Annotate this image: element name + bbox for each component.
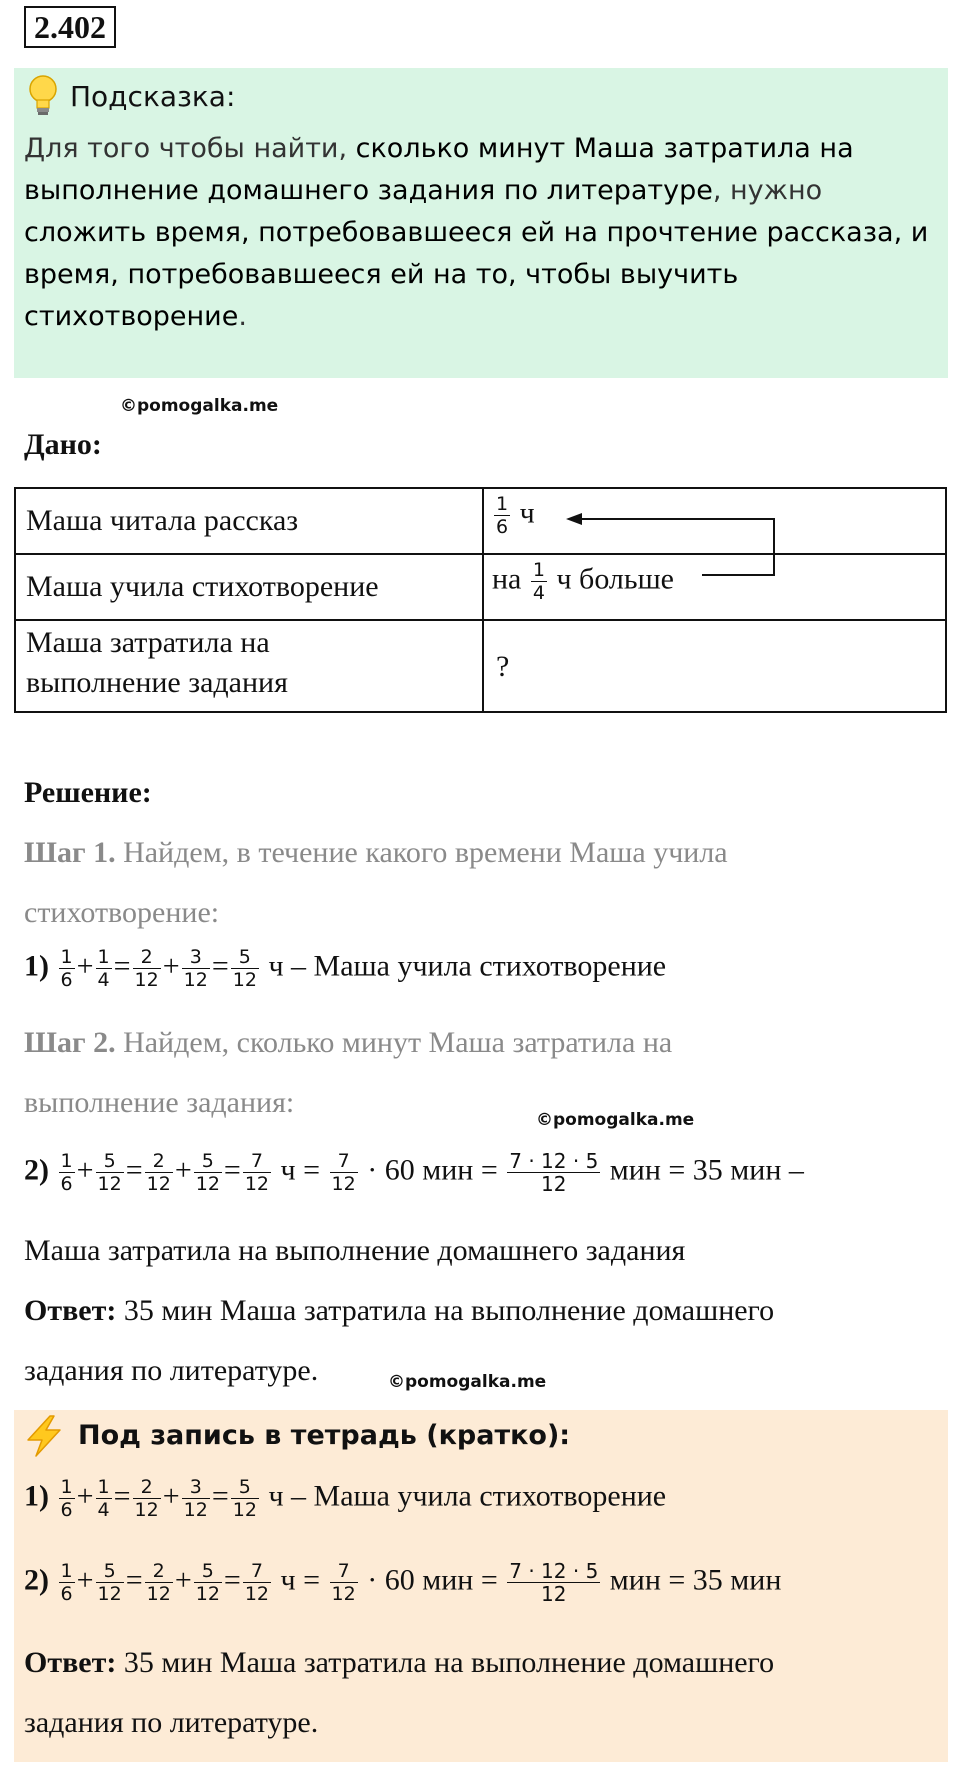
hint-title: Подсказка:: [70, 80, 236, 113]
notebook-answer-line1: Ответ: 35 мин Маша затратила на выполнение домашнего: [24, 1646, 775, 1679]
step1-line1: Шаг 1. Найдем, в течение какого времени Маша учила: [24, 836, 728, 869]
step2-line2: выполнение задания:: [24, 1086, 295, 1119]
given-row-label: Маша учила стихотворение: [26, 570, 379, 603]
watermark: ©pomogalka.me: [536, 1110, 695, 1130]
equation-2: 2) $\frac{1}{6}$ + $\frac{5}{12}$ = $\frac{2}{12}$ + $\frac{5}{12}$ = $\frac{7}{12}$ ч = $\frac{7}{12}$ · 60 мин = $\frac{7 \cdot 12 \cdot 5}{12}$ мин = 35 мин –: [24, 1149, 804, 1196]
watermark: ©pomogalka.me: [388, 1372, 547, 1392]
answer-line1: Ответ: 35 мин Маша затратила на выполнение домашнего: [24, 1294, 775, 1327]
given-row-label: выполнение задания: [26, 666, 288, 699]
equation-1: 1) $\frac{1}{6}$ + $\frac{1}{4}$ = $\frac{2}{12}$ + $\frac{3}{12}$ = $\frac{5}{12}$ ч – Маша учила стихотворение: [24, 946, 667, 991]
notebook-title: Под запись в тетрадь (кратко):: [78, 1420, 571, 1451]
relation-arrow: [562, 507, 782, 587]
solution-title: Решение:: [24, 776, 152, 809]
given-row-label: Маша затратила на: [26, 626, 270, 659]
given-value-unknown: ?: [496, 650, 510, 683]
given-value-learn: на $\frac{1}{4}$ ч больше: [492, 559, 674, 604]
step2-line1: Шаг 2. Найдем, сколько минут Маша затратила на: [24, 1026, 673, 1059]
lightbulb-icon: [26, 74, 60, 118]
hint-part: .: [238, 301, 247, 332]
hint-text: [24, 128, 939, 338]
given-table: [14, 487, 947, 713]
given-title: Дано:: [24, 428, 102, 461]
watermark: ©pomogalka.me: [120, 396, 279, 416]
given-value-read: $\frac{1}{6}$ ч: [496, 493, 535, 538]
equation-2-tail: Маша затратила на выполнение домашнего задания: [24, 1234, 686, 1267]
task-number: 2.402: [24, 6, 116, 48]
step1-line2: стихотворение:: [24, 896, 220, 929]
notebook-answer-line2: задания по литературе.: [24, 1706, 319, 1739]
lightning-icon: [22, 1414, 66, 1458]
answer-line2: задания по литературе.: [24, 1354, 319, 1387]
notebook-equation-2: 2) $\frac{1}{6}$ + $\frac{5}{12}$ = $\frac{2}{12}$ + $\frac{5}{12}$ = $\frac{7}{12}$ ч = $\frac{7}{12}$ · 60 мин = $\frac{7 \cdot 12 \cdot 5}{12}$ мин = 35 мин: [24, 1559, 782, 1606]
hint-part: Для того чтобы найти,: [24, 133, 356, 164]
hint-part: , нужно: [712, 175, 823, 206]
hint-part-emphasis: сколько минут Маша затратила на выполнение домашнего задания по литературе: [24, 133, 854, 206]
hint-part-emphasis: сложить время, потребовавшееся ей на прочтение рассказа, и время, потребовавшееся ей на то, чтобы выучить стихотворение: [24, 217, 929, 332]
notebook-equation-1: 1) $\frac{1}{6}$ + $\frac{1}{4}$ = $\frac{2}{12}$ + $\frac{3}{12}$ = $\frac{5}{12}$ ч – Маша учила стихотворение: [24, 1476, 667, 1521]
given-row-label: Маша читала рассказ: [26, 504, 299, 537]
